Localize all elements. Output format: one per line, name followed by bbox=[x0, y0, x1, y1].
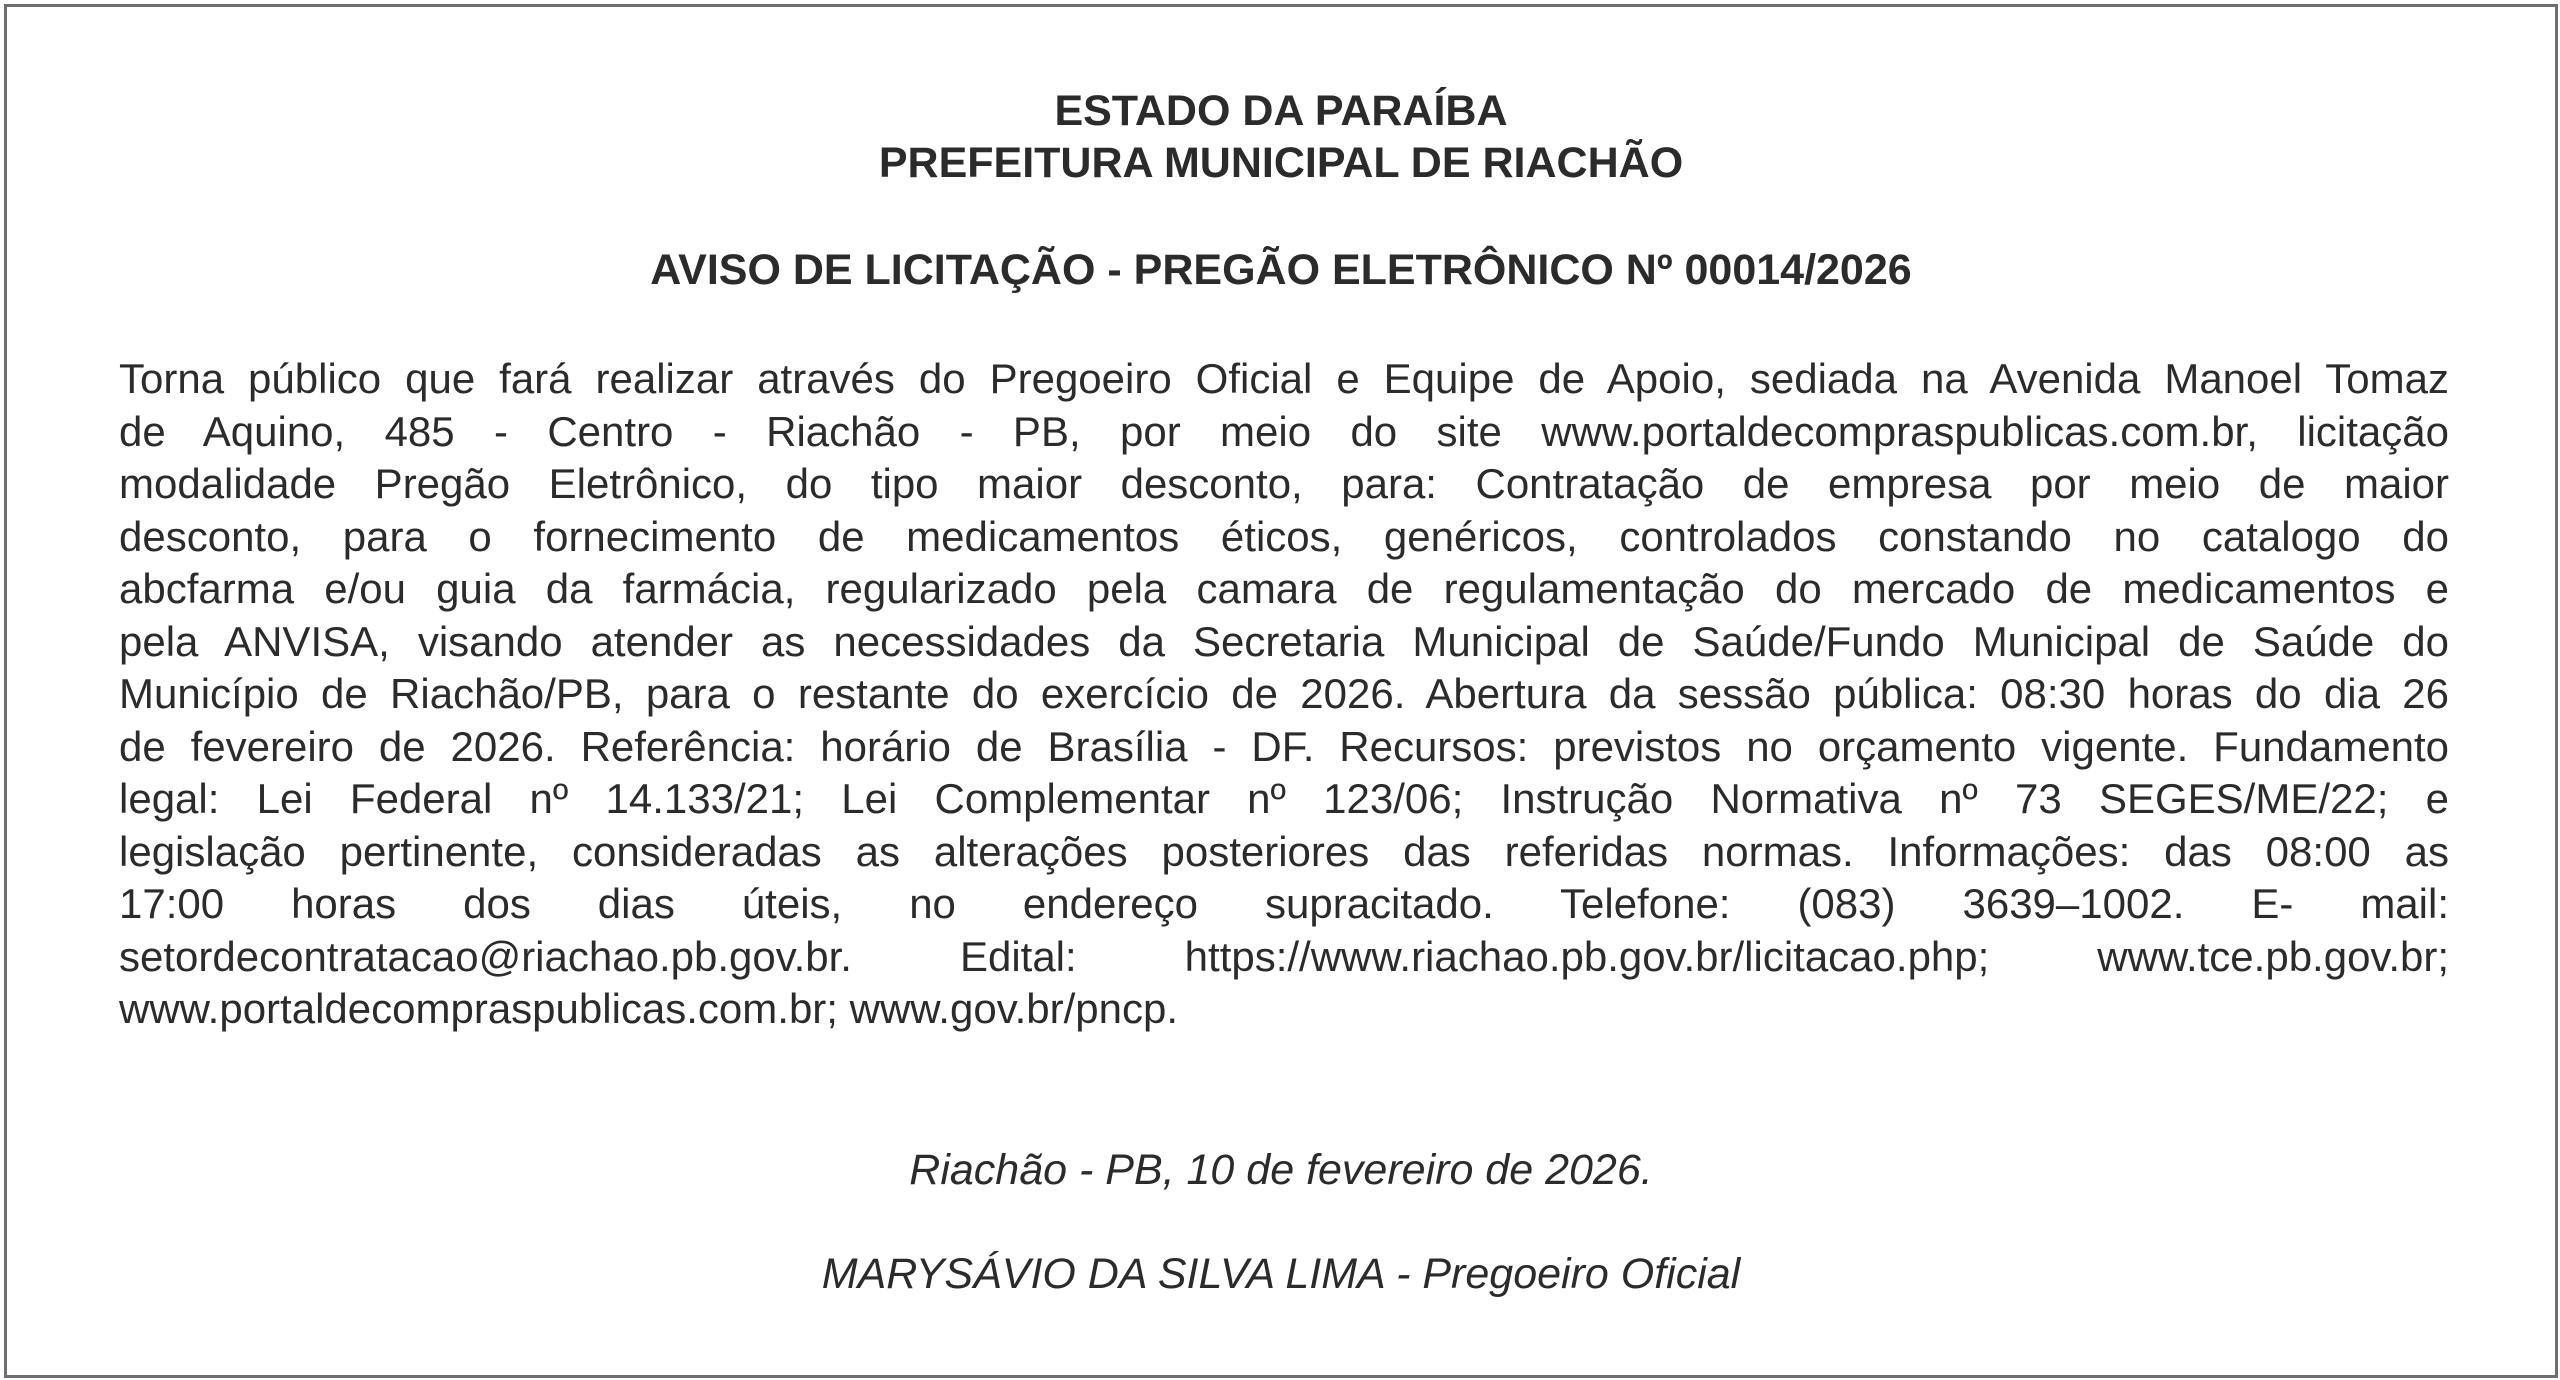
body-line: modalidade Pregão Eletrônico, do tipo maior desconto, para: Contratação de empresa por meio de maior bbox=[119, 460, 2449, 507]
body-line: de Aquino, 485 - Centro - Riachão - PB, por meio do site www.portaldecompraspublicas.com.br, licitação bbox=[119, 407, 2449, 455]
body-line: de fevereiro de 2026. Referência: horário de Brasília - DF. Recursos: previstos no orçamento vigente. Fundamento bbox=[119, 722, 2449, 770]
body-line: Município de Riachão/PB, para o restante do exercício de 2026. Abertura da sessão pública: 08:30 horas do dia 26 bbox=[119, 670, 2449, 717]
body-line: 17:00 horas dos dias úteis, no endereço supracitado. Telefone: (083) 3639–1002. E- mail: bbox=[119, 880, 2449, 927]
body-line: legal: Lei Federal nº 14.133/21; Lei Complementar nº 123/06; Instrução Normativa nº 73 SEGES/ME/22; e bbox=[119, 775, 2449, 822]
notice-title: AVISO DE LICITAÇÃO - PREGÃO ELETRÔNICO Nº 00014/2026 bbox=[650, 246, 1912, 294]
state-name: ESTADO DA PARAÍBA bbox=[1054, 87, 1508, 135]
place-date: Riachão - PB, 10 de fevereiro de 2026. bbox=[909, 1146, 1653, 1194]
body-line: www.portaldecompraspublicas.com.br; www.gov.br/pncp. bbox=[119, 985, 1179, 1032]
notice-box bbox=[4, 4, 2558, 1378]
body-line: pela ANVISA, visando atender as necessidades da Secretaria Municipal de Saúde/Fundo Municipal de Saúde do bbox=[119, 617, 2449, 665]
signature: MARYSÁVIO DA SILVA LIMA - Pregoeiro Oficial bbox=[821, 1250, 1741, 1298]
body-line: setordecontratacao@riachao.pb.gov.br. Edital: https://www.riachao.pb.gov.br/licitacao.php; www.tce.pb.gov.br; bbox=[119, 932, 2449, 980]
body-line: abcfarma e/ou guia da farmácia, regularizado pela camara de regulamentação do mercado de medicamentos e bbox=[119, 565, 2449, 612]
body-line: Torna público que fará realizar através do Pregoeiro Oficial e Equipe de Apoio, sediada na Avenida Manoel Tomaz bbox=[119, 355, 2449, 402]
body-line: legislação pertinente, consideradas as alterações posteriores das referidas normas. Informações: das 08:00 as bbox=[119, 827, 2449, 875]
header bbox=[7, 85, 2555, 189]
municipality-name: PREFEITURA MUNICIPAL DE RIACHÃO bbox=[878, 139, 1684, 187]
notice-body bbox=[119, 353, 2449, 1036]
body-line: desconto, para o fornecimento de medicamentos éticos, genéricos, controlados constando no catalogo do bbox=[119, 512, 2449, 560]
